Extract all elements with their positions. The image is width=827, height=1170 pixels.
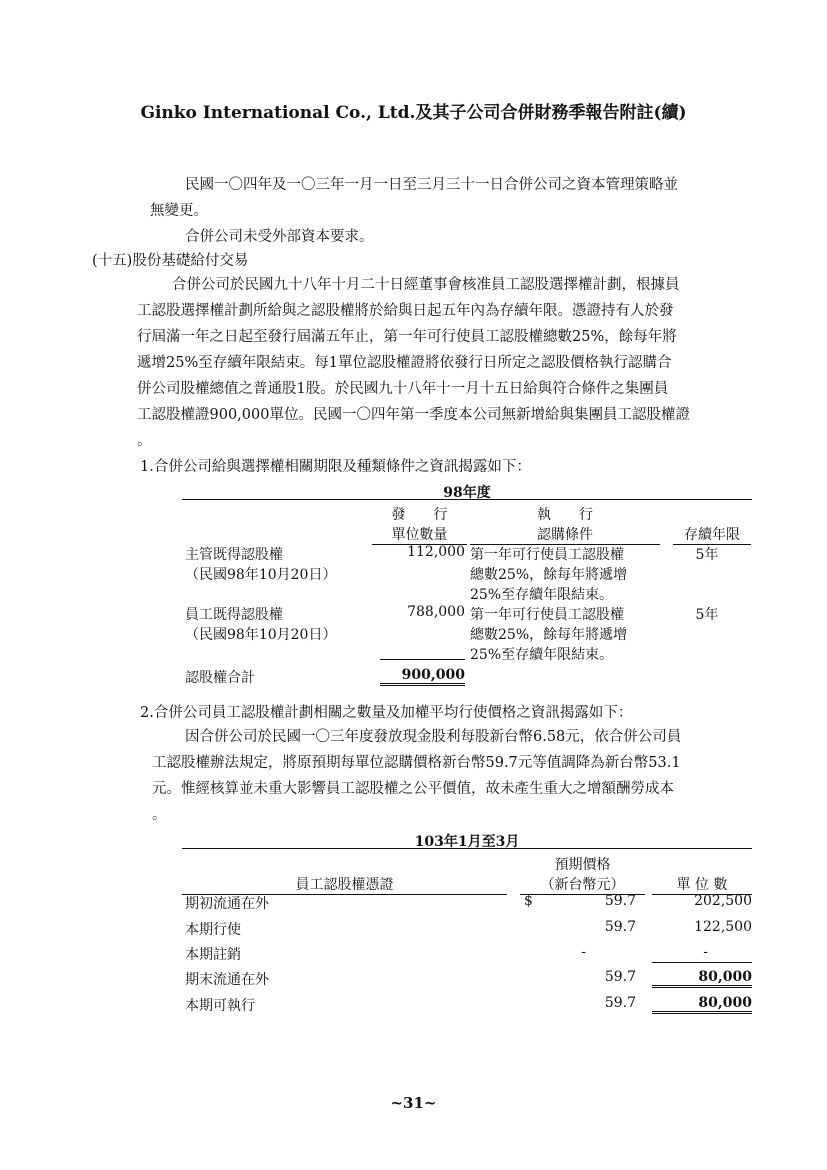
table1-row-terms: 第一年可行使員工認股權 (470, 607, 624, 623)
table1-col-life: 存續年限 (673, 524, 751, 545)
table1-row-life: 5年 (695, 607, 719, 623)
section-heading: (十五)股份基礎給付交易 (92, 253, 249, 269)
section-para-line: 行屆滿一年之日起至發行屆滿五年止，第一年可行使員工認股權總數25%，餘每年將 (137, 329, 677, 345)
capital-line-2: 無變更。 (150, 203, 208, 219)
section-para-line: 遞增25%至存續年限結束。每1單位認股權證將依發行日所定之認股價格執行認購合 (137, 355, 672, 371)
table1-row-date: （民國98年10月20日） (185, 567, 337, 583)
table1-row-units: 788,000 (407, 604, 465, 620)
item2-para-line: 。 (152, 807, 167, 823)
section-para-line: 。 (137, 433, 152, 449)
table1-row-name: 員工既得認股權 (185, 607, 283, 623)
table2-col-price-line1: 預期價格 (554, 857, 611, 873)
table2-row-price: 59.7 (604, 893, 636, 909)
table1-sum-rule (380, 659, 465, 660)
table2-row-price: 59.7 (604, 969, 636, 985)
section-para-line: 併公司股權總值之普通股1股。於民國九十八年十一月十五日給與符合條件之集團員 (137, 381, 669, 397)
table2-row-units: 202,500 (694, 893, 752, 909)
table2-sum-rule (652, 962, 752, 963)
item2-para-line: 因合併公司於民國一〇三年度發放現金股利每股新台幣6.58元，依合併公司員 (185, 729, 682, 745)
table1-row-units: 112,000 (407, 544, 465, 560)
table1-col-terms-line2: 認購條件 (470, 524, 660, 545)
table2-row-label: 期末流通在外 (185, 972, 269, 988)
table2-top-rule (182, 848, 752, 849)
item2-para-line: 工認股權辦法規定，將原預期每單位認購價格新台幣59.7元等值調降為新台幣53.1 (152, 755, 681, 771)
table1-year-header: 98年度 (443, 485, 491, 501)
table2-row-price: 59.7 (604, 919, 636, 935)
table1-top-rule (182, 499, 752, 500)
section-para-line: 合併公司於民國九十八年十月二十日經董事會核准員工認股選擇權計劃，根據員 (172, 277, 680, 293)
table1-col-terms-line1: 執 行 (537, 507, 593, 523)
section-para-line: 工認股選擇權計劃所給與之認股權將於給與日起五年內為存續年限。憑證持有人於發 (137, 303, 674, 319)
page-number: ~31~ (390, 1094, 437, 1112)
item2-para-line: 元。惟經核算並未重大影響員工認股權之公平價值，故未產生重大之增額酬勞成本 (152, 781, 674, 797)
capital-line-1: 民國一〇四年及一〇三年一月一日至三月三十一日合併公司之資本管理策略並 (185, 177, 678, 193)
table1-row-terms: 25%至存續年限結束。 (470, 647, 614, 663)
table1-col-units-line1: 發 行 (391, 507, 448, 523)
table1-col-units-line2: 單位數量 (372, 524, 467, 545)
table2-row-units: 80,000 (652, 969, 752, 988)
capital-line-3: 合併公司未受外部資本要求。 (185, 229, 374, 245)
table1-row-name: 主管既得認股權 (185, 547, 283, 563)
table1-row-life: 5年 (695, 547, 719, 563)
table2-row-price: - (581, 944, 586, 960)
table1-row-terms: 第一年可行使員工認股權 (470, 547, 624, 563)
table2-row-label: 期初流通在外 (185, 896, 269, 912)
table2-row-label: 本期註銷 (185, 947, 241, 963)
table2-row-units: 122,500 (694, 919, 752, 935)
page-title: Ginko International Co., Ltd.及其子公司合併財務季報告附註(續) (140, 103, 687, 123)
table2-col-units: 單 位 數 (652, 874, 752, 895)
table1-row-terms: 25%至存續年限結束。 (470, 587, 614, 603)
table2-period: 103年1月至3月 (414, 834, 520, 850)
table2-currency: $ (524, 893, 533, 909)
table2-row-price: 59.7 (604, 995, 636, 1011)
table1-row-terms: 總數25%，餘每年將遞增 (470, 627, 628, 643)
table2-row-units: 80,000 (652, 995, 752, 1014)
table2-row-units: - (703, 944, 708, 960)
item1-heading: 1.合併公司給與選擇權相關期限及種類條件之資訊揭露如下： (140, 459, 531, 475)
section-para-line: 工認股權證900,000單位。民國一〇四年第一季度本公司無新增給與集團員工認股權證 (137, 407, 690, 423)
table2-row-label: 本期行使 (185, 922, 241, 938)
table1-total-label: 認股權合計 (185, 670, 255, 686)
table1-total-value: 900,000 (380, 667, 465, 686)
table2-col-name: 員工認股權憑證 (182, 874, 507, 895)
table1-row-date: （民國98年10月20日） (185, 627, 337, 643)
table2-col-price-line2: （新台幣元） (520, 874, 645, 895)
table1-row-terms: 總數25%，餘每年將遞增 (470, 567, 628, 583)
table2-row-label: 本期可執行 (185, 998, 255, 1014)
item2-heading: 2.合併公司員工認股權計劃相關之數量及加權平均行使價格之資訊揭露如下： (140, 705, 633, 721)
